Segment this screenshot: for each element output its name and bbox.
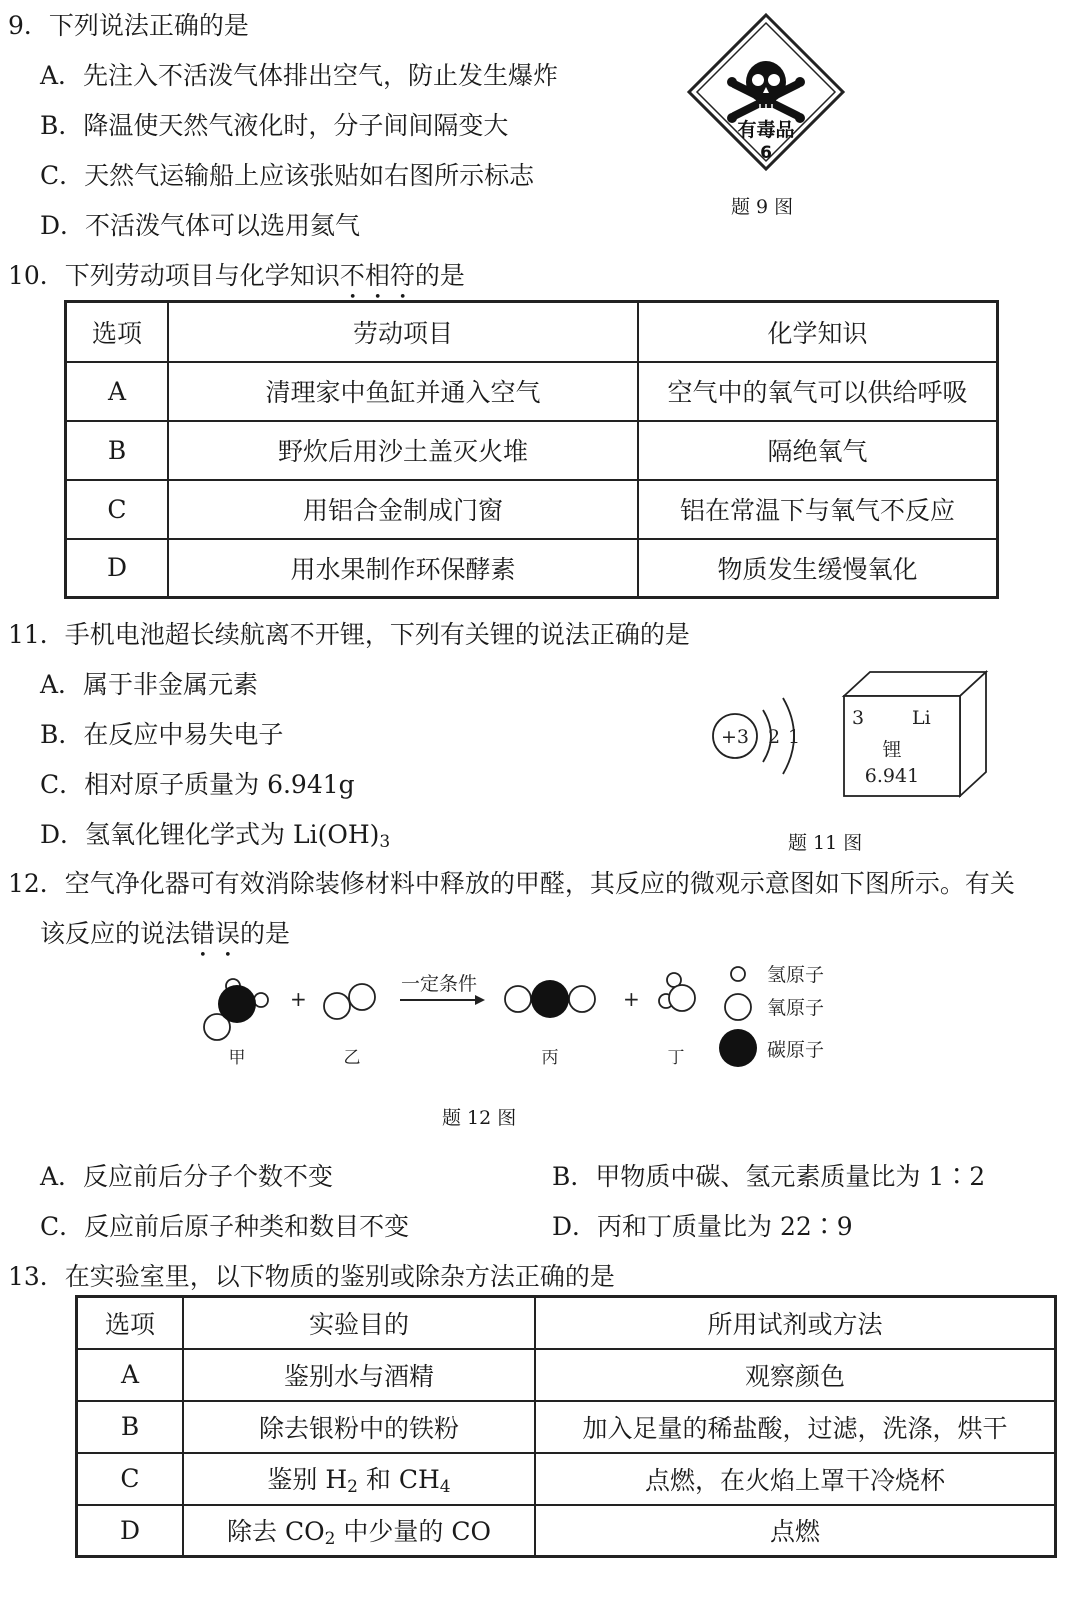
cell-option: D	[77, 1505, 184, 1557]
q10-stem-end: 的是	[414, 261, 465, 290]
table-row	[66, 421, 998, 480]
cell-option: D	[66, 539, 169, 598]
sign-number: 6	[760, 143, 772, 163]
q13-header-method: 所用试剂或方法	[535, 1297, 1056, 1349]
q11-option-d-text: D．氢氧化锂化学式为 Li(OH)	[40, 820, 380, 849]
cell-task: 用水果制作环保酵素	[168, 539, 638, 598]
q12-stem-line2	[40, 914, 290, 963]
q9-caption: 题 9 图	[731, 196, 794, 218]
q9-option-d: D．不活泼气体可以选用氦气	[40, 211, 361, 240]
cell-purpose: 除去银粉中的铁粉	[183, 1401, 535, 1453]
cell-option: B	[77, 1401, 184, 1453]
toxic-sign-icon	[686, 12, 846, 172]
q9-stem: 9．下列说法正确的是	[8, 11, 249, 40]
q11-stem: 11．手机电池超长续航离不开锂，下列有关锂的说法正确的是	[8, 620, 690, 649]
lithium-element-cube	[840, 668, 990, 800]
cell-knowledge: 物质发生缓慢氧化	[638, 539, 998, 598]
q9-option-a: A．先注入不活泼气体排出空气，防止发生爆炸	[40, 61, 559, 90]
cell-method: 加入足量的稀盐酸，过滤，洗涤，烘干	[535, 1401, 1056, 1453]
q11-option-b: B．在反应中易失电子	[40, 720, 284, 749]
q9-option-b: B．降温使天然气液化时，分子间间隔变大	[40, 111, 509, 140]
plus-sign: +	[623, 987, 640, 1011]
q12-option-c: C．反应前后原子种类和数目不变	[40, 1212, 410, 1241]
cell-option: C	[66, 480, 169, 539]
reaction-condition: 一定条件	[400, 973, 478, 995]
table-row	[66, 539, 998, 598]
table-row	[66, 480, 998, 539]
purpose-text: 中少量的 CO	[335, 1516, 491, 1546]
legend-carbon: 碳原子	[767, 1039, 825, 1061]
q13-header-option: 选项	[77, 1297, 184, 1349]
legend-oxygen: 氧原子	[767, 997, 825, 1019]
cell-task: 清理家中鱼缸并通入空气	[168, 362, 638, 421]
atomic-number: 3	[852, 707, 865, 729]
label-bing: 丙	[541, 1048, 559, 1068]
table-row	[77, 1401, 1056, 1453]
q12-option-d: D．丙和丁质量比为 22∶9	[552, 1212, 853, 1241]
cell-option: A	[77, 1349, 184, 1401]
cell-task: 用铝合金制成门窗	[168, 480, 638, 539]
cell-purpose: 鉴别水与酒精	[183, 1349, 535, 1401]
q12-option-a: A．反应前后分子个数不变	[40, 1162, 334, 1191]
label-yi: 乙	[343, 1048, 361, 1068]
q10-stem-emphasis: 不相符	[339, 261, 415, 290]
q10-header-option: 选项	[66, 302, 169, 362]
table-row	[77, 1349, 1056, 1401]
q12-stem-end: 的是	[240, 919, 291, 948]
molecule-ding	[659, 973, 695, 1011]
atomic-mass: 6.941	[864, 765, 920, 787]
shell-1-electrons: 2	[767, 726, 781, 748]
purpose-text: 鉴别 H	[267, 1465, 348, 1494]
q12-option-b: B．甲物质中碳、氢元素质量比为 1∶2	[552, 1162, 986, 1191]
cell-knowledge: 隔绝氧气	[638, 421, 998, 480]
reaction-microscopic-diagram	[195, 960, 855, 1075]
cell-knowledge: 空气中的氧气可以供给呼吸	[638, 362, 998, 421]
cell-option: C	[77, 1453, 184, 1505]
molecule-jia	[204, 979, 268, 1040]
label-jia: 甲	[228, 1048, 246, 1068]
plus-sign: +	[290, 987, 307, 1011]
molecule-bing	[505, 980, 595, 1018]
q12-stem-line1: 12．空气净化器可有效消除装修材料中释放的甲醛，其反应的微观示意图如下图所示。有关	[8, 869, 1015, 898]
q13-header-purpose: 实验目的	[183, 1297, 535, 1349]
purpose-text: 和 CH	[357, 1465, 440, 1494]
sign-label: 有毒品	[737, 119, 795, 141]
q10-stem	[8, 256, 465, 305]
q11-caption: 题 11 图	[788, 832, 863, 854]
q12-caption: 题 12 图	[442, 1107, 517, 1129]
purpose-subscript: 2	[324, 1528, 336, 1549]
cell-option: A	[66, 362, 169, 421]
shell-2-electrons: 1	[787, 726, 801, 748]
legend-hydrogen: 氢原子	[767, 964, 825, 986]
legend	[719, 964, 824, 1067]
q9-option-c: C．天然气运输船上应该张贴如右图所示标志	[40, 161, 535, 190]
q10-stem-text: 10．下列劳动项目与化学知识	[8, 261, 340, 290]
q13-stem: 13．在实验室里，以下物质的鉴别或除杂方法正确的是	[8, 1262, 615, 1291]
table-row	[77, 1453, 1056, 1505]
q10-table	[64, 300, 999, 599]
q12-stem-text: 该反应的说法	[40, 919, 191, 948]
q11-option-c: C．相对原子质量为 6.941g	[40, 770, 355, 799]
purpose-subscript: 2	[347, 1477, 358, 1497]
cell-method: 点燃，在火焰上罩干冷烧杯	[535, 1453, 1056, 1505]
table-row	[66, 362, 998, 421]
element-symbol: Li	[912, 707, 931, 729]
molecule-yi	[324, 984, 375, 1019]
cell-knowledge: 铝在常温下与氧气不反应	[638, 480, 998, 539]
element-name: 锂	[882, 739, 902, 761]
q12-stem-emphasis: 错误	[190, 919, 241, 948]
q11-option-d	[40, 815, 390, 852]
label-ding: 丁	[667, 1048, 685, 1068]
q11-option-d-subscript: 3	[379, 832, 391, 852]
q11-option-a: A．属于非金属元素	[40, 670, 259, 699]
purpose-text: 除去 CO	[227, 1516, 325, 1546]
q13-table	[75, 1295, 1057, 1558]
nucleus-charge: +3	[720, 726, 750, 748]
cell-method: 观察颜色	[535, 1349, 1056, 1401]
cell-purpose	[183, 1453, 535, 1505]
cell-task: 野炊后用沙土盖灭火堆	[168, 421, 638, 480]
table-row	[77, 1505, 1056, 1557]
q10-header-task: 劳动项目	[168, 302, 638, 362]
q10-header-knowledge: 化学知识	[638, 302, 998, 362]
purpose-subscript: 4	[439, 1477, 451, 1497]
cell-method: 点燃	[535, 1505, 1056, 1557]
cell-purpose	[183, 1505, 535, 1557]
lithium-atom-structure-diagram	[705, 688, 815, 788]
cell-option: B	[66, 421, 169, 480]
